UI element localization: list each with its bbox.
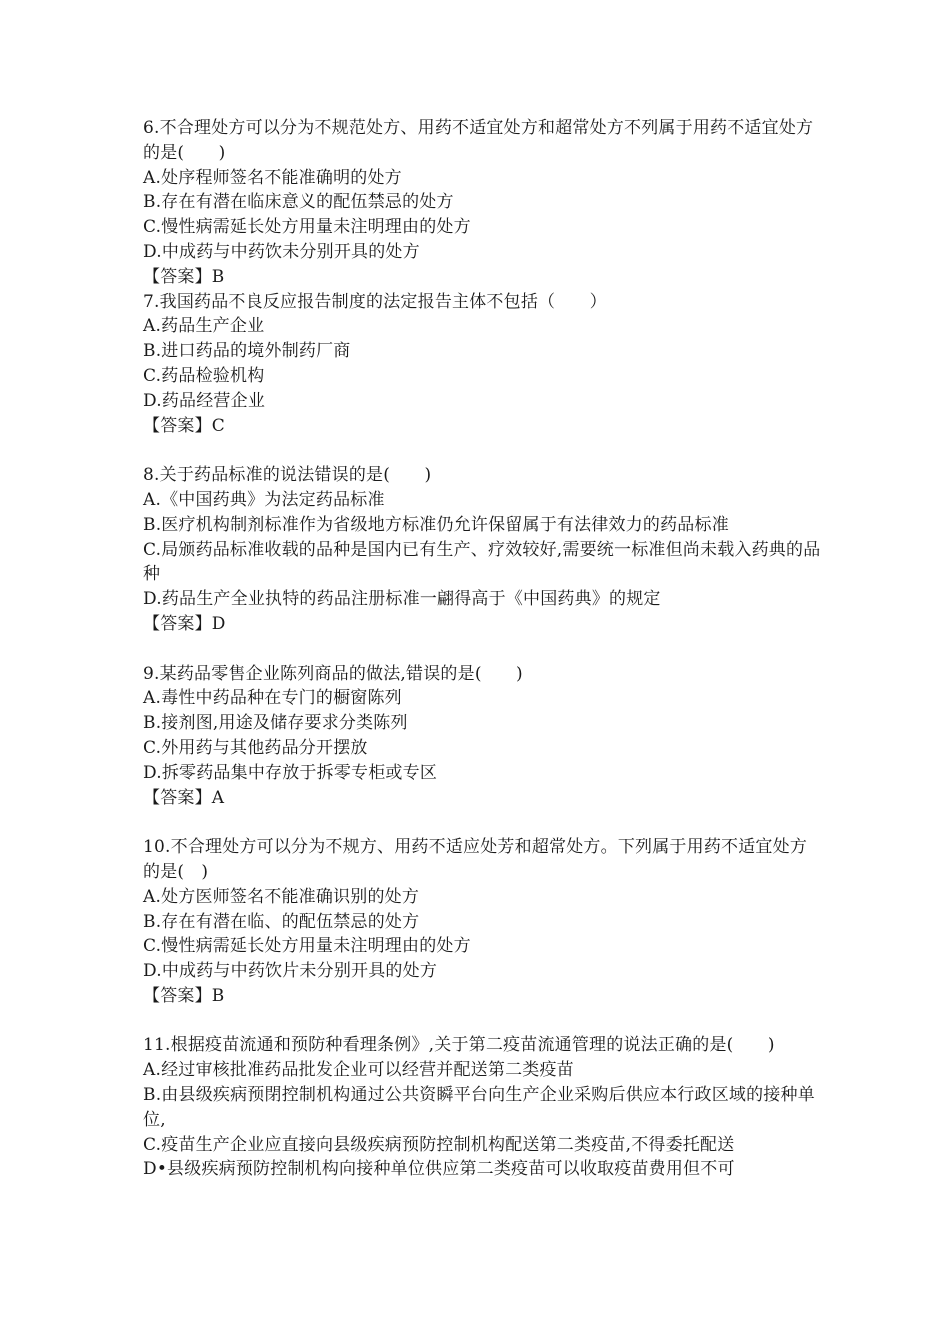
option-c: C.疫苗生产企业应直接向县级疾病预防控制机构配送第二类疫苗,不得委托配送: [143, 1134, 735, 1155]
option-a: A.经过审核批准药品批发企业可以经营并配送第二类疫苗: [143, 1060, 574, 1081]
option-a: A.处方医师签名不能准确识别的处方: [143, 886, 420, 907]
question-8: [143, 463, 823, 637]
option-c: C.药品检验机构: [143, 365, 265, 386]
option-a: A.《中国药典》为法定药品标准: [143, 489, 385, 510]
option-d: D.药品生产全业执特的药品注册标准一翩得高于《中国药典》的规定: [143, 589, 661, 610]
option-b: B.由县级疾病预閉控制机构通过公共资瞬平台向生产企业采购后供应本行政区域的接种单位,: [143, 1085, 815, 1130]
spacer: [143, 1009, 823, 1034]
option-b: B.进口药品的境外制药厂商: [143, 341, 351, 362]
option-d: D.中成药与中药饮未分别开具的处方: [143, 241, 420, 262]
question-11: [143, 1033, 823, 1182]
option-a: A.药品生产企业: [143, 316, 265, 337]
option-d: D.拆零药品集中存放于拆零专柜或专区: [143, 762, 438, 783]
option-a: A.处序程师签名不能准确明的处方: [143, 167, 402, 188]
option-b: B.存在有潜在临、的配伍禁忌的处方: [143, 911, 420, 932]
option-c: C.慢性病需延长处方用量未注明理由的处方: [143, 936, 471, 957]
spacer: [143, 637, 823, 662]
question-10: [143, 835, 823, 1009]
option-b: B.接剂图,用途及储存要求分类陈列: [143, 713, 408, 734]
option-c: C.慢性病需延长处方用量未注明理由的处方: [143, 217, 471, 238]
answer: 【答案】A: [143, 787, 225, 808]
question-6: [143, 116, 823, 290]
option-c: C.外用药与其他药品分开摆放: [143, 737, 368, 758]
option-b: B.医疗机构制剂标准作为省级地方标准仍允许保留属于有法律效力的药品标准: [143, 514, 729, 535]
document-page: [143, 116, 823, 1182]
question-stem: 9.某药品零售企业陈列商品的做法,错误的是( ): [143, 663, 523, 684]
option-d: D•县级疾病预防控制机构向接种单位供应第二类疫苗可以收取疫苗费用但不可: [143, 1159, 735, 1180]
answer: 【答案】D: [143, 613, 226, 634]
question-stem: 7.我国药品不良反应报告制度的法定报告主体不包括（ ）: [143, 291, 607, 312]
spacer: [143, 810, 823, 835]
question-stem: 11.根据疫苗流通和预防种看理条例》,关于第二疫苗流通管理的说法正确的是( ): [143, 1035, 775, 1056]
option-d: D.中成药与中药饮片未分别开具的处方: [143, 961, 438, 982]
question-9: [143, 662, 823, 811]
answer: 【答案】B: [143, 985, 225, 1006]
question-stem: 10.不合理处方可以分为不规方、用药不适应处芳和超常处方。下列属于用药不适宜处方的是( ): [143, 837, 808, 882]
option-d: D.药品经营企业: [143, 390, 266, 411]
question-7: [143, 290, 823, 439]
option-c: C.局颁药品标准收载的品种是国内已有生产、疗效较好,需要统一标准但尚未载入药典的品种: [143, 539, 821, 585]
option-b: B.存在有潜在临床意义的配伍禁忌的处方: [143, 192, 454, 213]
answer: 【答案】B: [143, 266, 225, 287]
option-a: A.毒性中药品种在专门的橱窗陈列: [143, 688, 402, 709]
answer: 【答案】C: [143, 415, 226, 436]
spacer: [143, 438, 823, 463]
question-stem: 8.关于药品标准的说法错误的是( ): [143, 465, 432, 486]
question-stem: 6.不合理处方可以分为不规范处方、用药不适宜处方和超常处方不列属于用药不适宜处方的是( ): [143, 118, 814, 163]
